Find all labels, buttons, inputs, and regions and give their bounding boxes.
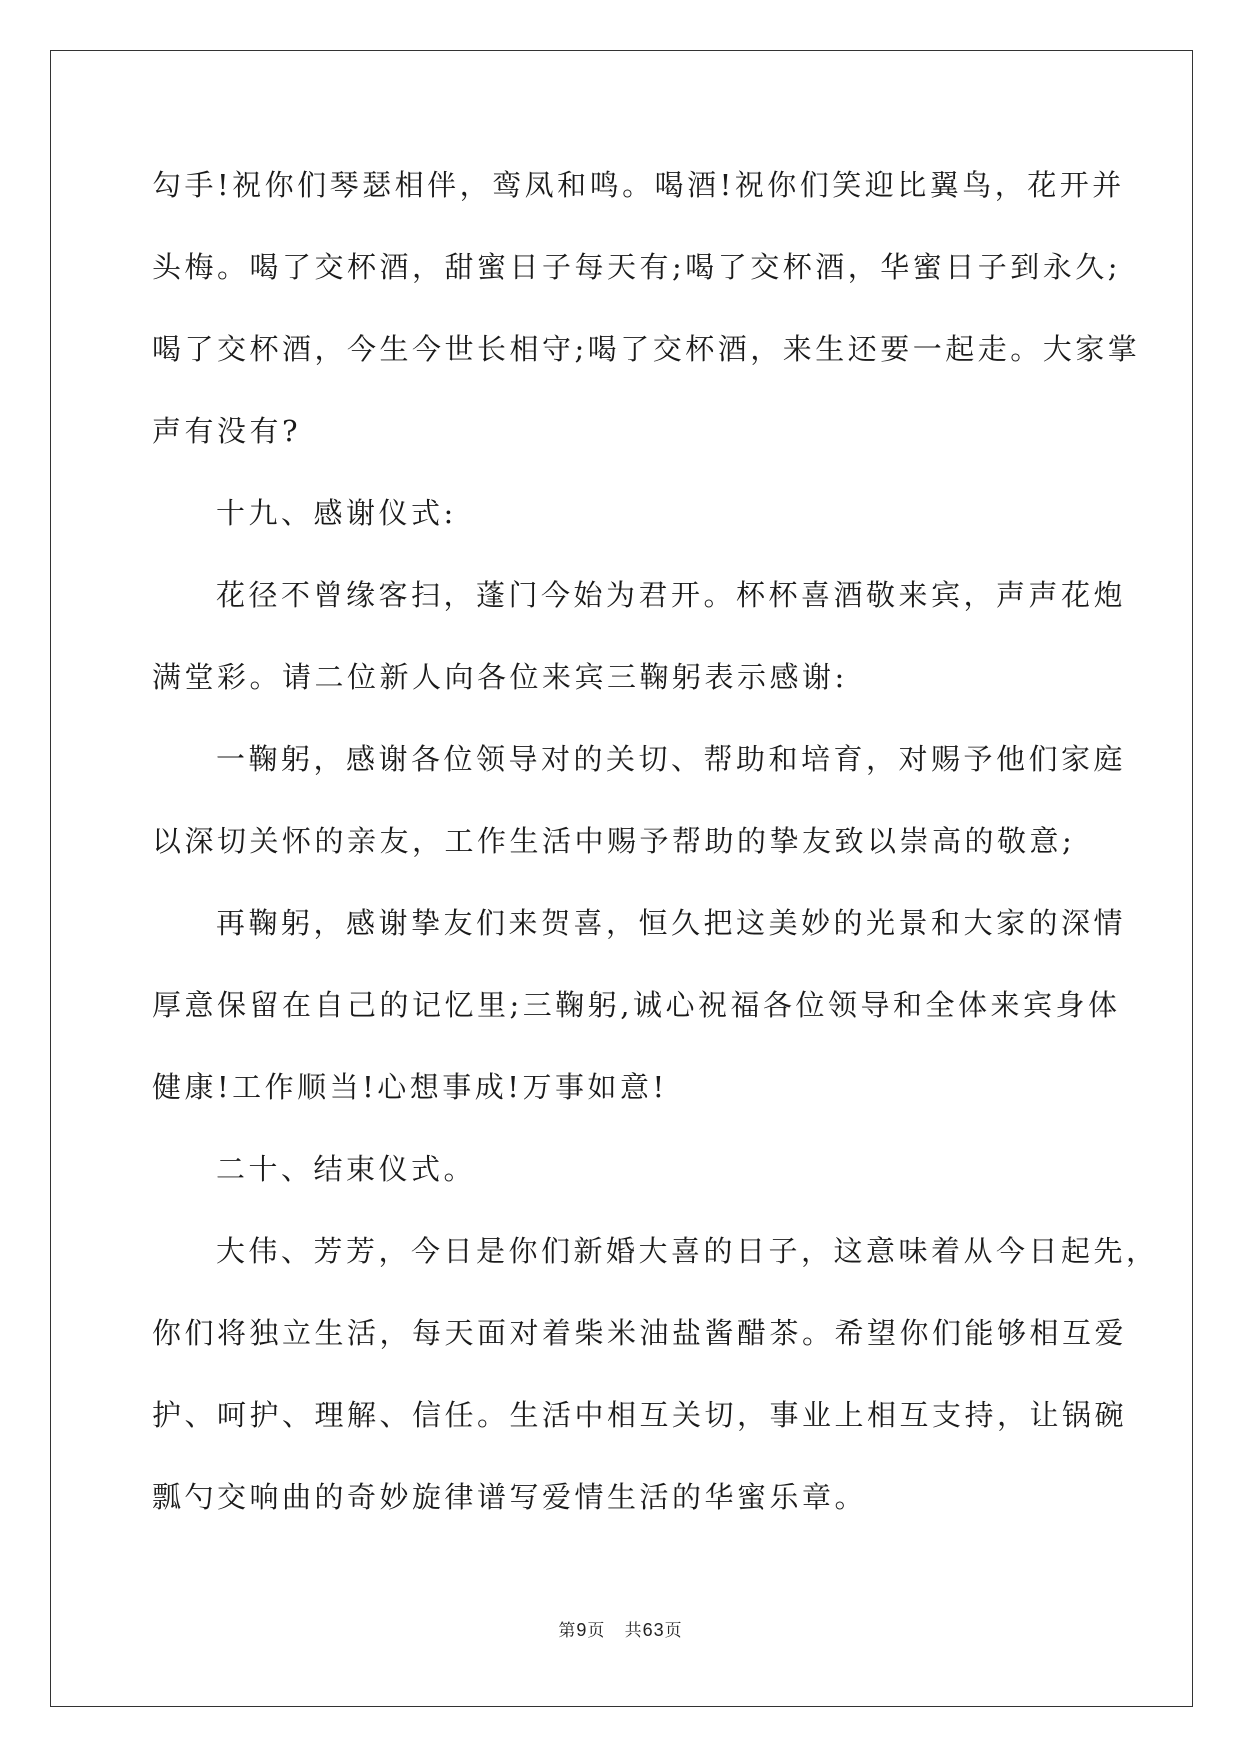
text-line: 以深切关怀的亲友，工作生活中赐予帮助的挚友致以崇高的敬意;: [152, 824, 1076, 858]
page-suffix: 页: [587, 1621, 606, 1641]
total-suffix: 页: [664, 1621, 683, 1641]
section-heading: 十九、感谢仪式:: [216, 496, 457, 530]
text-line: 一鞠躬，感谢各位领导对的关切、帮助和培育，对赐予他们家庭: [216, 742, 1127, 776]
text-line: 健康!工作顺当!心想事成!万事如意!: [152, 1070, 668, 1104]
text-line: 厚意保留在自己的记忆里;三鞠躬,诚心祝福各位领导和全体来宾身体: [152, 988, 1121, 1022]
page-footer: [0, 1616, 1241, 1641]
text-line: 你们将独立生活，每天面对着柴米油盐酱醋茶。希望你们能够相互爱: [152, 1316, 1128, 1350]
text-line: 花径不曾缘客扫，蓬门今始为君开。杯杯喜酒敬来宾，声声花炮: [216, 578, 1127, 612]
text-line: 大伟、芳芳，今日是你们新婚大喜的日子，这意味着从今日起先，: [216, 1234, 1159, 1268]
document-body: [152, 158, 1159, 1552]
text-line: 瓢勺交响曲的奇妙旋律谱写爱情生活的华蜜乐章。: [152, 1480, 868, 1514]
text-line: 头梅。喝了交杯酒，甜蜜日子每天有;喝了交杯酒，华蜜日子到永久;: [152, 250, 1122, 284]
total-pages: 63: [642, 1620, 665, 1640]
page-prefix: 第: [558, 1621, 577, 1641]
text-line: 满堂彩。请二位新人向各位来宾三鞠躬表示感谢:: [152, 660, 848, 694]
section-heading: 二十、结束仪式。: [216, 1152, 477, 1186]
text-line: 声有没有?: [152, 414, 302, 448]
text-line: 护、呵护、理解、信任。生活中相互关切，事业上相互支持，让锅碗: [152, 1398, 1128, 1432]
text-line: 喝了交杯酒，今生今世长相守;喝了交杯酒，来生还要一起走。大家掌: [152, 332, 1141, 366]
text-line: 再鞠躬，感谢挚友们来贺喜，恒久把这美妙的光景和大家的深情: [216, 906, 1127, 940]
text-line: 勾手!祝你们琴瑟相伴，鸾凤和鸣。喝酒!祝你们笑迎比翼鸟，花开并: [152, 168, 1125, 202]
page-number: 9: [576, 1620, 588, 1640]
total-prefix: 共: [624, 1621, 643, 1641]
